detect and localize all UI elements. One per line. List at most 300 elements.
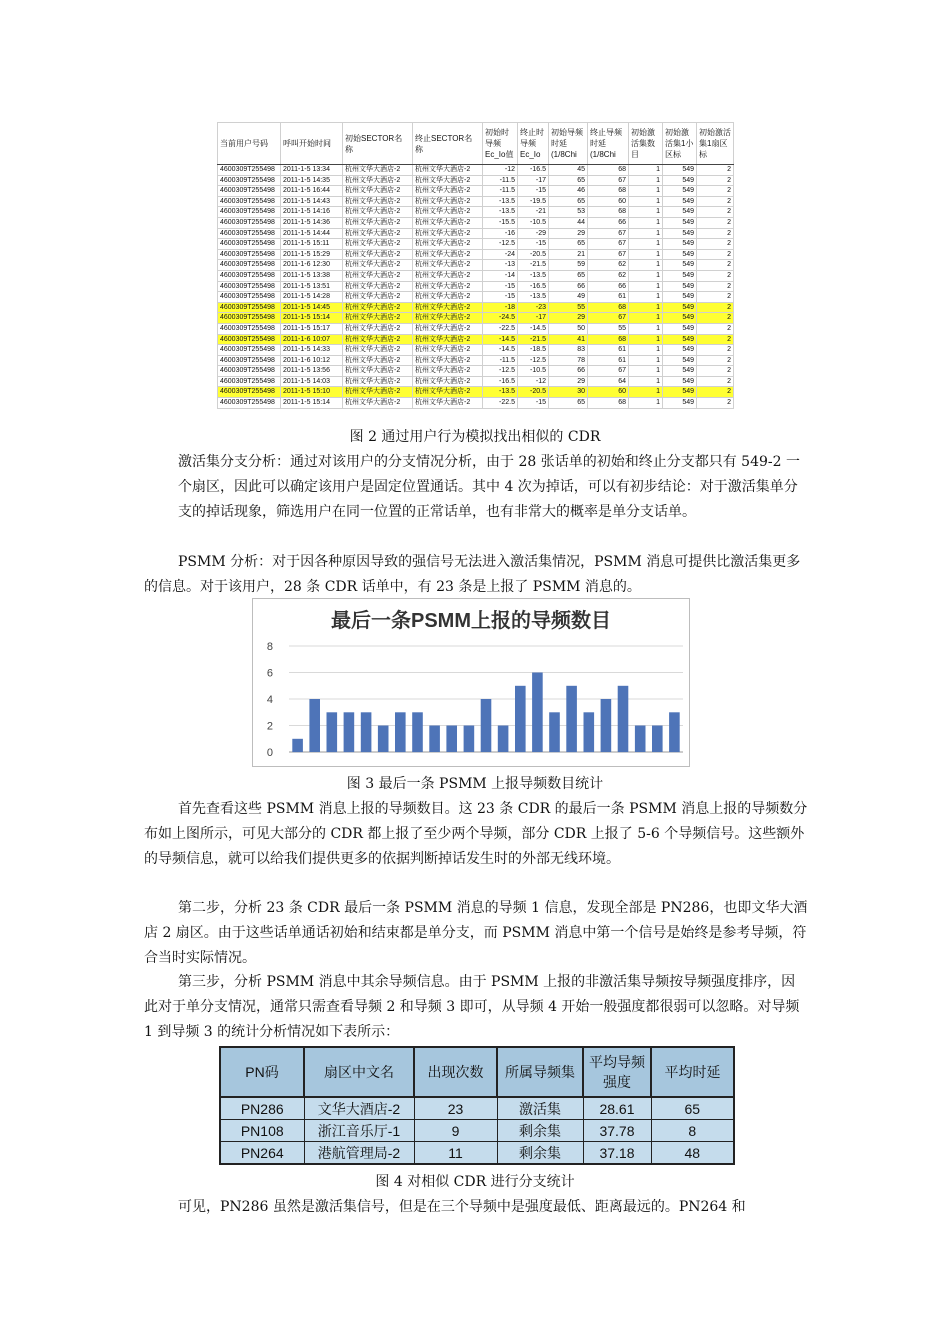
table-cell-delay-end: 60 <box>588 196 629 207</box>
bar-15 <box>532 673 543 753</box>
table-cell-end-sector: 杭州文华大酒店-2 <box>413 207 483 218</box>
table-row <box>218 165 734 176</box>
bar-8 <box>412 712 423 752</box>
table-cell-active: 1 <box>629 398 663 409</box>
table-cell-active: 1 <box>629 207 663 218</box>
table-cell-delay-end: 68 <box>588 334 629 345</box>
table-row <box>218 387 734 398</box>
table-row <box>218 323 734 334</box>
table-cell-user: 4600309T255498 <box>218 186 281 197</box>
table-cell-set: 剩余集 <box>497 1120 583 1142</box>
table-cell-cell: 549 <box>663 323 697 334</box>
table-cell-end-sector: 杭州文华大酒店-2 <box>413 313 483 324</box>
table-cell-time: 2011-1-5 15:10 <box>281 387 343 398</box>
bar-3 <box>327 712 338 752</box>
table-cell-user: 4600309T255498 <box>218 207 281 218</box>
col-count: 出现次数 <box>414 1047 497 1097</box>
table-row <box>218 313 734 324</box>
table-row <box>218 239 734 250</box>
table-cell-time: 2011-1-5 14:03 <box>281 376 343 387</box>
table-cell-sector: 2 <box>697 398 734 409</box>
table-cell-delay-end: 61 <box>588 292 629 303</box>
table-cell-cell: 549 <box>663 292 697 303</box>
bar-1 <box>292 739 303 752</box>
table-cell-delay-end: 68 <box>588 186 629 197</box>
table-cell-delay-start: 65 <box>549 196 588 207</box>
table-cell-ecio-start: -22.5 <box>483 398 518 409</box>
table-cell-ecio-start: -14.5 <box>483 334 518 345</box>
table-row <box>218 281 734 292</box>
table-cell-user: 4600309T255498 <box>218 165 281 176</box>
table-cell-end-sector: 杭州文华大酒店-2 <box>413 387 483 398</box>
table-cell-time: 2011-1-6 10:12 <box>281 355 343 366</box>
table-cell-start-sector: 杭州文华大酒店-2 <box>343 196 413 207</box>
bar-14 <box>515 686 526 752</box>
bar-5 <box>361 712 372 752</box>
table-cell-delay-start: 78 <box>549 355 588 366</box>
table-cell-sector: 2 <box>697 313 734 324</box>
y-tick-label: 2 <box>266 720 273 733</box>
table-cell-cell: 549 <box>663 249 697 260</box>
table-cell-user: 4600309T255498 <box>218 334 281 345</box>
table-cell-delay: 48 <box>651 1142 734 1165</box>
table-cell-delay-start: 65 <box>549 270 588 281</box>
table-cell-time: 2011-1-5 15:14 <box>281 313 343 324</box>
table-cell-delay-start: 53 <box>549 207 588 218</box>
table-cell-start-sector: 杭州文华大酒店-2 <box>343 398 413 409</box>
table-cell-user: 4600309T255498 <box>218 175 281 186</box>
table-cell-delay-start: 66 <box>549 281 588 292</box>
table-cell-ecio-end: -13.5 <box>518 270 549 281</box>
table-cell-time: 2011-1-5 15:17 <box>281 323 343 334</box>
y-tick-label: 6 <box>266 667 273 680</box>
pn-table <box>219 1046 735 1165</box>
table-cell-sector: 2 <box>697 239 734 250</box>
psmm-chart <box>252 598 690 767</box>
table-cell-cell: 549 <box>663 260 697 271</box>
table-cell-cell: 549 <box>663 355 697 366</box>
table-cell-ecio-end: -16.5 <box>518 165 549 176</box>
table-cell-ecio-end: -15 <box>518 186 549 197</box>
col-end-sector: 终止SECTOR名称 <box>413 123 483 165</box>
table-cell-sector: 2 <box>697 281 734 292</box>
table-cell-active: 1 <box>629 345 663 356</box>
table-cell-end-sector: 杭州文华大酒店-2 <box>413 302 483 313</box>
table-cell-set: 剩余集 <box>497 1142 583 1165</box>
table-cell-user: 4600309T255498 <box>218 313 281 324</box>
table-cell-delay-start: 65 <box>549 239 588 250</box>
table-cell-active: 1 <box>629 228 663 239</box>
table-cell-ecio-start: -12.5 <box>483 366 518 377</box>
table-cell-sector: 2 <box>697 165 734 176</box>
table-cell-ecio-start: -12.5 <box>483 239 518 250</box>
table-cell-sector: 2 <box>697 355 734 366</box>
table-cell-time: 2011-1-5 16:44 <box>281 186 343 197</box>
y-tick-label: 0 <box>266 747 273 759</box>
table-cell-delay-end: 68 <box>588 302 629 313</box>
table-cell-cell: 549 <box>663 217 697 228</box>
table-cell-delay-end: 61 <box>588 345 629 356</box>
table-row <box>218 207 734 218</box>
table-cell-delay-end: 61 <box>588 355 629 366</box>
table-cell-cell: 549 <box>663 165 697 176</box>
table-cell-end-sector: 杭州文华大酒店-2 <box>413 376 483 387</box>
table-cell-ecio-end: -23 <box>518 302 549 313</box>
table-cell-user: 4600309T255498 <box>218 376 281 387</box>
table-cell-delay-start: 65 <box>549 175 588 186</box>
col-pn: PN码 <box>220 1047 304 1097</box>
table-cell-delay-start: 29 <box>549 313 588 324</box>
table-cell-delay-end: 67 <box>588 366 629 377</box>
table-cell-sector: 2 <box>697 217 734 228</box>
table-cell-end-sector: 杭州文华大酒店-2 <box>413 323 483 334</box>
table-cell-start-sector: 杭州文华大酒店-2 <box>343 355 413 366</box>
table-cell-ecio-start: -12 <box>483 165 518 176</box>
table-cell-cell: 549 <box>663 376 697 387</box>
paragraph-2: PSMM 分析：对于因各种原因导致的强信号无法进入激活集情况，PSMM 消息可提供比激活集更多的信息。对于该用户，28 条 CDR 话单中，有 23 条是上报了 PSMM 消息的。 <box>144 554 801 595</box>
table-cell-ecio-start: -14 <box>483 270 518 281</box>
table-cell-ecio-end: -20.5 <box>518 249 549 260</box>
table-cell-user: 4600309T255498 <box>218 270 281 281</box>
table-cell-ecio-end: -13.5 <box>518 292 549 303</box>
table-cell-delay-start: 59 <box>549 260 588 271</box>
table-row <box>218 398 734 409</box>
col-start-sector: 初始SECTOR名称 <box>343 123 413 165</box>
bar-19 <box>601 699 612 752</box>
table-cell-start-sector: 杭州文华大酒店-2 <box>343 281 413 292</box>
table-cell-active: 1 <box>629 239 663 250</box>
table-cell-name: 浙江音乐厅-1 <box>304 1120 414 1142</box>
table-cell-delay: 8 <box>651 1120 734 1142</box>
table-cell-delay-start: 66 <box>549 366 588 377</box>
table-cell-sector: 2 <box>697 196 734 207</box>
bar-9 <box>429 726 440 753</box>
table-cell-cell: 549 <box>663 313 697 324</box>
bar-23 <box>669 712 680 752</box>
table-cell-delay-start: 30 <box>549 387 588 398</box>
table-cell-delay: 65 <box>651 1097 734 1120</box>
table-cell-start-sector: 杭州文华大酒店-2 <box>343 387 413 398</box>
table-cell-strength: 37.18 <box>583 1142 651 1165</box>
table-cell-delay-start: 44 <box>549 217 588 228</box>
table-cell-sector: 2 <box>697 249 734 260</box>
table-cell-ecio-end: -20.5 <box>518 387 549 398</box>
table-cell-user: 4600309T255498 <box>218 302 281 313</box>
table-cell-active: 1 <box>629 270 663 281</box>
col-avg-strength: 平均导频强度 <box>583 1047 651 1097</box>
table-cell-active: 1 <box>629 323 663 334</box>
table-cell-end-sector: 杭州文华大酒店-2 <box>413 186 483 197</box>
col-delay-end: 终止导频时延(1/8Chi <box>588 123 629 165</box>
table-cell-pn: PN108 <box>220 1120 304 1142</box>
table-row <box>218 345 734 356</box>
table-cell-cell: 549 <box>663 398 697 409</box>
table-cell-active: 1 <box>629 366 663 377</box>
table-cell-ecio-start: -15.5 <box>483 217 518 228</box>
table-cell-start-sector: 杭州文华大酒店-2 <box>343 239 413 250</box>
table-cell-start-sector: 杭州文华大酒店-2 <box>343 345 413 356</box>
table-cell-delay-start: 55 <box>549 302 588 313</box>
table-cell-delay-end: 66 <box>588 281 629 292</box>
bar-4 <box>344 712 355 752</box>
table-cell-sector: 2 <box>697 302 734 313</box>
bar-18 <box>584 712 595 752</box>
table-cell-start-sector: 杭州文华大酒店-2 <box>343 366 413 377</box>
table-cell-strength: 37.78 <box>583 1120 651 1142</box>
table-cell-name: 港航管理局-2 <box>304 1142 414 1165</box>
table-cell-cell: 549 <box>663 281 697 292</box>
table-cell-start-sector: 杭州文华大酒店-2 <box>343 270 413 281</box>
bar-20 <box>618 686 629 752</box>
table-cell-pn: PN264 <box>220 1142 304 1165</box>
table-cell-delay-start: 21 <box>549 249 588 260</box>
table-cell-ecio-end: -19.5 <box>518 196 549 207</box>
table-cell-end-sector: 杭州文华大酒店-2 <box>413 345 483 356</box>
table-cell-end-sector: 杭州文华大酒店-2 <box>413 196 483 207</box>
table-row <box>218 376 734 387</box>
table-cell-end-sector: 杭州文华大酒店-2 <box>413 228 483 239</box>
col-time: 呼叫开始时间 <box>281 123 343 165</box>
table-cell-delay-start: 50 <box>549 323 588 334</box>
col-delay-start: 初始导频时延(1/8Chi <box>549 123 588 165</box>
table-cell-ecio-end: -17 <box>518 175 549 186</box>
table-cell-ecio-end: -29 <box>518 228 549 239</box>
col-cell: 初始激活集1小区标 <box>663 123 697 165</box>
table-cell-active: 1 <box>629 186 663 197</box>
table-cell-active: 1 <box>629 313 663 324</box>
table-cell-ecio-end: -12 <box>518 376 549 387</box>
table-cell-user: 4600309T255498 <box>218 345 281 356</box>
table-cell-active: 1 <box>629 355 663 366</box>
table-cell-cell: 549 <box>663 387 697 398</box>
table-cell-user: 4600309T255498 <box>218 281 281 292</box>
table-row <box>218 366 734 377</box>
table-cell-start-sector: 杭州文华大酒店-2 <box>343 260 413 271</box>
table-cell-end-sector: 杭州文华大酒店-2 <box>413 270 483 281</box>
table-cell-user: 4600309T255498 <box>218 323 281 334</box>
table-cell-active: 1 <box>629 387 663 398</box>
table-cell-cell: 549 <box>663 302 697 313</box>
table-cell-user: 4600309T255498 <box>218 228 281 239</box>
table-cell-ecio-start: -22.5 <box>483 323 518 334</box>
table-row <box>218 196 734 207</box>
table-cell-ecio-end: -21 <box>518 207 549 218</box>
paragraph-1-text: 激活集分支分析：通过对该用户的分支情况分析，由于 28 张话单的初始和终止分支都只有 549-2 一个扇区，因此可以确定该用户是固定位置通话。其中 4 次为掉话，可以有初步结论：对于激活集单分支的掉话现象，筛选用户在同一位置的正常话单，也有非常大的概率是单分支话单。 <box>178 454 800 520</box>
table-cell-sector: 2 <box>697 292 734 303</box>
table-cell-sector: 2 <box>697 186 734 197</box>
table-cell-time: 2011-1-5 13:38 <box>281 270 343 281</box>
table-cell-end-sector: 杭州文华大酒店-2 <box>413 398 483 409</box>
table-row <box>218 175 734 186</box>
table-row <box>218 334 734 345</box>
table-cell-start-sector: 杭州文华大酒店-2 <box>343 323 413 334</box>
table-cell-time: 2011-1-5 14:35 <box>281 175 343 186</box>
table-cell-delay-end: 67 <box>588 313 629 324</box>
table-cell-end-sector: 杭州文华大酒店-2 <box>413 249 483 260</box>
table-cell-delay-end: 68 <box>588 207 629 218</box>
table-cell-time: 2011-1-5 14:43 <box>281 196 343 207</box>
table-cell-time: 2011-1-5 13:34 <box>281 165 343 176</box>
col-sector: 初始激活集1扇区标 <box>697 123 734 165</box>
table-cell-end-sector: 杭州文华大酒店-2 <box>413 292 483 303</box>
table-cell-start-sector: 杭州文华大酒店-2 <box>343 313 413 324</box>
col-user: 当前用户号码 <box>218 123 281 165</box>
table-cell-ecio-start: -13.5 <box>483 387 518 398</box>
chart-svg <box>253 599 689 766</box>
table-cell-delay-start: 46 <box>549 186 588 197</box>
table-cell-time: 2011-1-5 15:14 <box>281 398 343 409</box>
table-row <box>218 260 734 271</box>
table-cell-ecio-start: -15 <box>483 292 518 303</box>
table-cell-active: 1 <box>629 260 663 271</box>
paragraph-6: 可见，PN286 虽然是激活集信号，但是在三个导频中是强度最低、距离最远的。PN264 和 <box>178 1199 746 1215</box>
figure3-caption: 图 3 最后一条 PSMM 上报导频数目统计 <box>346 776 604 792</box>
table-cell-user: 4600309T255498 <box>218 196 281 207</box>
table-cell-ecio-start: -13.5 <box>483 207 518 218</box>
table-cell-delay-start: 41 <box>549 334 588 345</box>
table-cell-ecio-start: -18 <box>483 302 518 313</box>
table-cell-ecio-end: -18.5 <box>518 345 549 356</box>
table-cell-ecio-end: -12.5 <box>518 355 549 366</box>
table-cell-delay-start: 83 <box>549 345 588 356</box>
table-cell-start-sector: 杭州文华大酒店-2 <box>343 302 413 313</box>
table-cell-time: 2011-1-5 14:44 <box>281 228 343 239</box>
table-cell-end-sector: 杭州文华大酒店-2 <box>413 260 483 271</box>
table-cell-ecio-start: -24.5 <box>483 313 518 324</box>
table-cell-ecio-end: -15 <box>518 398 549 409</box>
bar-16 <box>549 712 560 752</box>
table-cell-ecio-end: -16.5 <box>518 281 549 292</box>
col-pilot-set: 所属导频集 <box>497 1047 583 1097</box>
table-cell-delay-end: 67 <box>588 175 629 186</box>
table-cell-active: 1 <box>629 196 663 207</box>
table-cell-end-sector: 杭州文华大酒店-2 <box>413 175 483 186</box>
pn-header-row <box>220 1047 734 1097</box>
table-cell-ecio-start: -15 <box>483 281 518 292</box>
table-cell-delay-start: 45 <box>549 165 588 176</box>
table-cell-user: 4600309T255498 <box>218 239 281 250</box>
table-row <box>218 228 734 239</box>
cdr-header-row <box>218 123 734 165</box>
cdr-table <box>217 122 734 409</box>
col-ecio-start: 初始时导频Ec_Io值 <box>483 123 518 165</box>
table-cell-ecio-end: -10.5 <box>518 217 549 228</box>
table-cell-end-sector: 杭州文华大酒店-2 <box>413 366 483 377</box>
col-sector-name: 扇区中文名 <box>304 1047 414 1097</box>
table-cell-ecio-start: -24 <box>483 249 518 260</box>
table-cell-ecio-start: -11.5 <box>483 355 518 366</box>
table-cell-delay-end: 62 <box>588 260 629 271</box>
table-cell-start-sector: 杭州文华大酒店-2 <box>343 228 413 239</box>
table-cell-start-sector: 杭州文华大酒店-2 <box>343 334 413 345</box>
table-cell-time: 2011-1-5 14:28 <box>281 292 343 303</box>
table-row <box>220 1142 734 1165</box>
table-cell-ecio-end: -21.5 <box>518 260 549 271</box>
table-cell-end-sector: 杭州文华大酒店-2 <box>413 217 483 228</box>
y-tick-label: 8 <box>266 641 273 653</box>
table-cell-active: 1 <box>629 334 663 345</box>
table-cell-ecio-end: -10.5 <box>518 366 549 377</box>
chart-title: 最后一条PSMM上报的导频数目 <box>331 610 611 632</box>
table-cell-count: 23 <box>414 1097 497 1120</box>
table-cell-ecio-start: -16 <box>483 228 518 239</box>
bar-17 <box>566 686 577 752</box>
table-cell-delay-end: 68 <box>588 398 629 409</box>
table-cell-active: 1 <box>629 376 663 387</box>
table-cell-cell: 549 <box>663 186 697 197</box>
table-cell-cell: 549 <box>663 366 697 377</box>
bar-21 <box>635 726 646 753</box>
table-cell-start-sector: 杭州文华大酒店-2 <box>343 207 413 218</box>
table-cell-user: 4600309T255498 <box>218 249 281 260</box>
table-cell-sector: 2 <box>697 366 734 377</box>
col-avg-delay: 平均时延 <box>651 1047 734 1097</box>
col-ecio-end: 终止时导频Ec_Io <box>518 123 549 165</box>
table-cell-time: 2011-1-5 14:33 <box>281 345 343 356</box>
table-cell-delay-end: 67 <box>588 239 629 250</box>
table-cell-time: 2011-1-5 15:11 <box>281 239 343 250</box>
table-cell-delay-end: 68 <box>588 165 629 176</box>
table-cell-time: 2011-1-6 10:07 <box>281 334 343 345</box>
table-cell-start-sector: 杭州文华大酒店-2 <box>343 376 413 387</box>
table-cell-cell: 549 <box>663 334 697 345</box>
table-row <box>218 217 734 228</box>
y-tick-label: 4 <box>266 694 273 706</box>
table-cell-delay-end: 67 <box>588 249 629 260</box>
table-cell-time: 2011-1-5 14:45 <box>281 302 343 313</box>
bar-10 <box>446 726 457 753</box>
table-cell-ecio-start: -13 <box>483 260 518 271</box>
table-cell-ecio-start: -11.5 <box>483 175 518 186</box>
bar-11 <box>464 726 475 753</box>
table-cell-delay-end: 67 <box>588 228 629 239</box>
table-row <box>218 355 734 366</box>
table-cell-cell: 549 <box>663 228 697 239</box>
paragraph-1 <box>178 450 808 525</box>
table-cell-user: 4600309T255498 <box>218 217 281 228</box>
table-cell-delay-end: 66 <box>588 217 629 228</box>
table-cell-start-sector: 杭州文华大酒店-2 <box>343 217 413 228</box>
table-cell-cell: 549 <box>663 270 697 281</box>
table-cell-start-sector: 杭州文华大酒店-2 <box>343 249 413 260</box>
table-cell-delay-end: 55 <box>588 323 629 334</box>
table-cell-sector: 2 <box>697 175 734 186</box>
table-cell-cell: 549 <box>663 175 697 186</box>
table-row <box>218 186 734 197</box>
table-cell-pn: PN286 <box>220 1097 304 1120</box>
bar-22 <box>652 726 663 753</box>
table-cell-user: 4600309T255498 <box>218 398 281 409</box>
table-cell-ecio-start: -13.5 <box>483 196 518 207</box>
table-cell-start-sector: 杭州文华大酒店-2 <box>343 292 413 303</box>
table-cell-time: 2011-1-5 14:36 <box>281 217 343 228</box>
table-cell-active: 1 <box>629 175 663 186</box>
table-cell-name: 文华大酒店-2 <box>304 1097 414 1120</box>
table-cell-ecio-start: -11.5 <box>483 186 518 197</box>
table-row <box>218 249 734 260</box>
table-cell-active: 1 <box>629 281 663 292</box>
table-cell-end-sector: 杭州文华大酒店-2 <box>413 165 483 176</box>
table-cell-sector: 2 <box>697 228 734 239</box>
bar-2 <box>309 699 320 752</box>
table-cell-active: 1 <box>629 165 663 176</box>
bar-6 <box>378 726 389 753</box>
table-cell-active: 1 <box>629 249 663 260</box>
table-cell-end-sector: 杭州文华大酒店-2 <box>413 334 483 345</box>
table-cell-time: 2011-1-5 13:56 <box>281 366 343 377</box>
table-cell-ecio-end: -14.5 <box>518 323 549 334</box>
table-cell-start-sector: 杭州文华大酒店-2 <box>343 175 413 186</box>
